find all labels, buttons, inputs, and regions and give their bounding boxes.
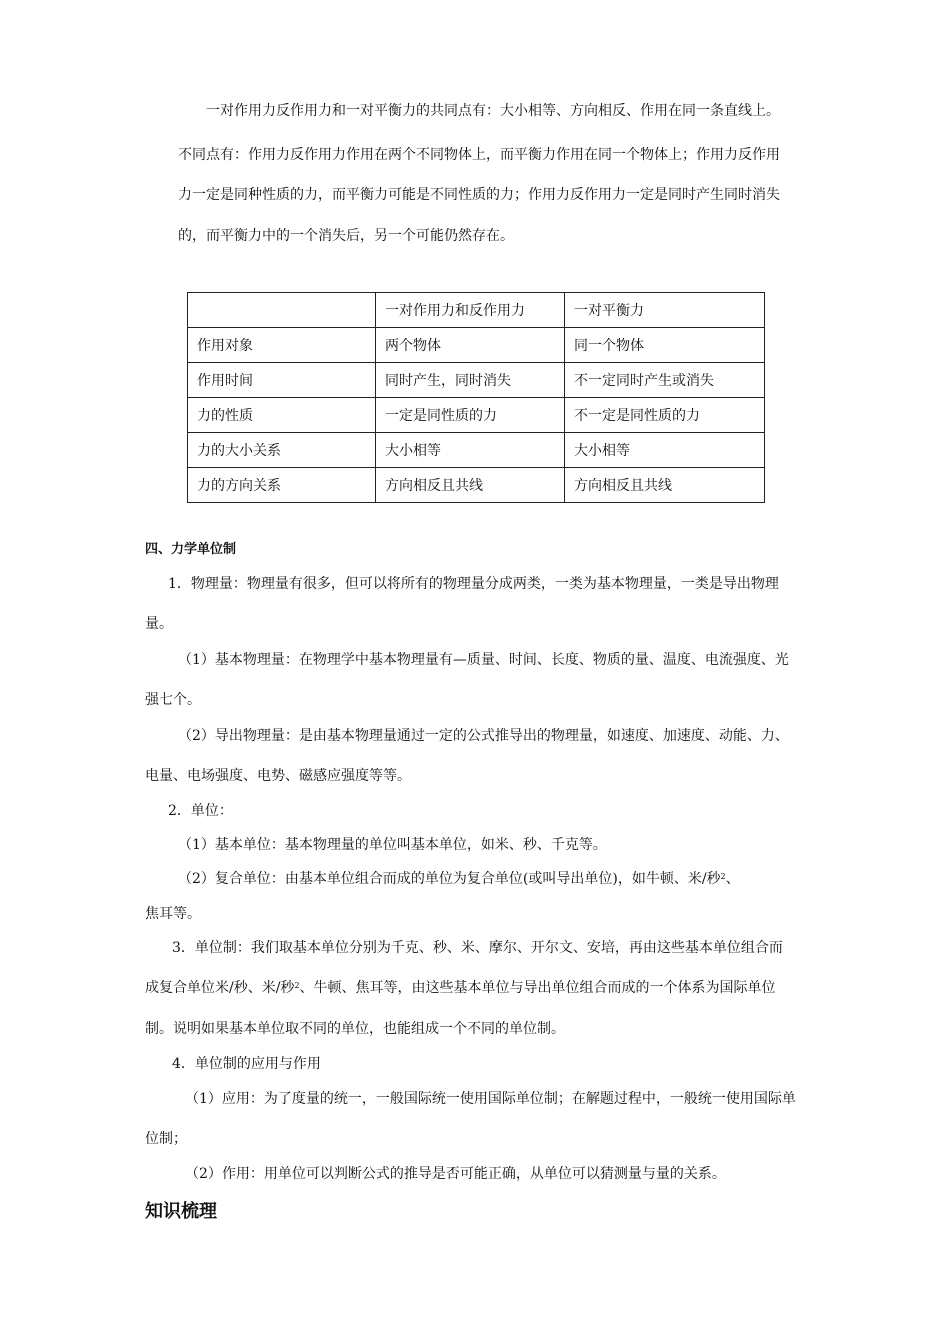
intro-line-4: 的，而平衡力中的一个消失后，另一个可能仍然存在。	[178, 228, 514, 244]
p3-text-b: 、牛顿、焦耳等，由这些基本单位与导出单位组合而成的一个体系为国际单位	[299, 980, 776, 996]
knowledge-summary-heading: 知识梳理	[145, 1201, 217, 1222]
p4-title: 4．单位制的应用与作用	[172, 1056, 321, 1072]
table-row	[188, 398, 765, 433]
p3-line-3: 制。说明如果基本单位取不同的单位，也能组成一个不同的单位制。	[145, 1021, 565, 1037]
p2-title: 2．单位：	[168, 803, 233, 819]
table-cell: 力的大小关系	[188, 433, 376, 468]
table-cell: 大小相等	[565, 433, 765, 468]
table-header-cell	[188, 293, 376, 328]
section-4-title: 四、力学单位制	[145, 542, 237, 557]
p2b-tail: 、	[725, 871, 740, 887]
p2b-line-1	[178, 869, 740, 889]
p1b-line-2: 电量、电场强度、电势、磁感应强度等等。	[145, 768, 411, 784]
p3-line-1: 3．单位制：我们取基本单位分别为千克、秒、米、摩尔、开尔文、安培，再由这些基本单位组合而	[172, 940, 783, 956]
table-cell: 作用时间	[188, 363, 376, 398]
table-row	[188, 468, 765, 503]
p4a-line-1: （1）应用：为了度量的统一，一般国际统一使用国际单位制；在解题过程中，一般统一使用国际单	[185, 1091, 796, 1107]
table-cell: 不一定是同性质的力	[565, 398, 765, 433]
p1a-line-1: （1）基本物理量：在物理学中基本物理量有—质量、时间、长度、物质的量、温度、电流强度、光	[178, 652, 789, 668]
table-cell: 力的性质	[188, 398, 376, 433]
p4b-line: （2）作用：用单位可以判断公式的推导是否可能正确，从单位可以猜测量与量的关系。	[185, 1166, 726, 1182]
p4a-line-2: 位制；	[145, 1131, 187, 1147]
table-cell: 方向相反且共线	[565, 468, 765, 503]
p1b-line-1: （2）导出物理量：是由基本物理量通过一定的公式推导出的物理量，如速度、加速度、动能、力、	[178, 728, 789, 744]
table-cell: 大小相等	[376, 433, 565, 468]
p1-line-1: 1．物理量：物理量有很多，但可以将所有的物理量分成两类，一类为基本物理量，一类是导出物理	[168, 576, 779, 592]
table-header-cell: 一对作用力和反作用力	[376, 293, 565, 328]
p1-line-2: 量。	[145, 616, 173, 632]
table-header-cell: 一对平衡力	[565, 293, 765, 328]
intro-line-3: 力一定是同种性质的力，而平衡力可能是不同性质的力；作用力反作用力一定是同时产生同时消失	[178, 187, 780, 203]
intro-line-1: 一对作用力反作用力和一对平衡力的共同点有：大小相等、方向相反、作用在同一条直线上。	[206, 103, 780, 119]
table-cell: 作用对象	[188, 328, 376, 363]
p2b-line-2: 焦耳等。	[145, 906, 201, 922]
superscript-2: 2	[294, 981, 300, 990]
p1a-line-2: 强七个。	[145, 692, 201, 708]
table-row	[188, 363, 765, 398]
p3-line-2	[145, 978, 776, 998]
table-row	[188, 433, 765, 468]
table-cell: 两个物体	[376, 328, 565, 363]
p2b-text: （2）复合单位：由基本单位组合而成的单位为复合单位(或叫导出单位)，如牛顿、米/秒	[178, 871, 721, 887]
table-header-row	[188, 293, 765, 328]
intro-line-2: 不同点有：作用力反作用力作用在两个不同物体上，而平衡力作用在同一个物体上；作用力反作用	[178, 147, 780, 163]
table-cell: 同一个物体	[565, 328, 765, 363]
p3-text-a: 成复合单位米/秒、米/秒	[145, 980, 295, 996]
table-cell: 方向相反且共线	[376, 468, 565, 503]
p2a-line: （1）基本单位：基本物理量的单位叫基本单位，如米、秒、千克等。	[178, 837, 607, 853]
table-row	[188, 328, 765, 363]
table-cell: 同时产生，同时消失	[376, 363, 565, 398]
table-cell: 力的方向关系	[188, 468, 376, 503]
superscript-2: 2	[720, 872, 726, 881]
table-cell: 不一定同时产生或消失	[565, 363, 765, 398]
comparison-table	[187, 292, 765, 503]
table-cell: 一定是同性质的力	[376, 398, 565, 433]
